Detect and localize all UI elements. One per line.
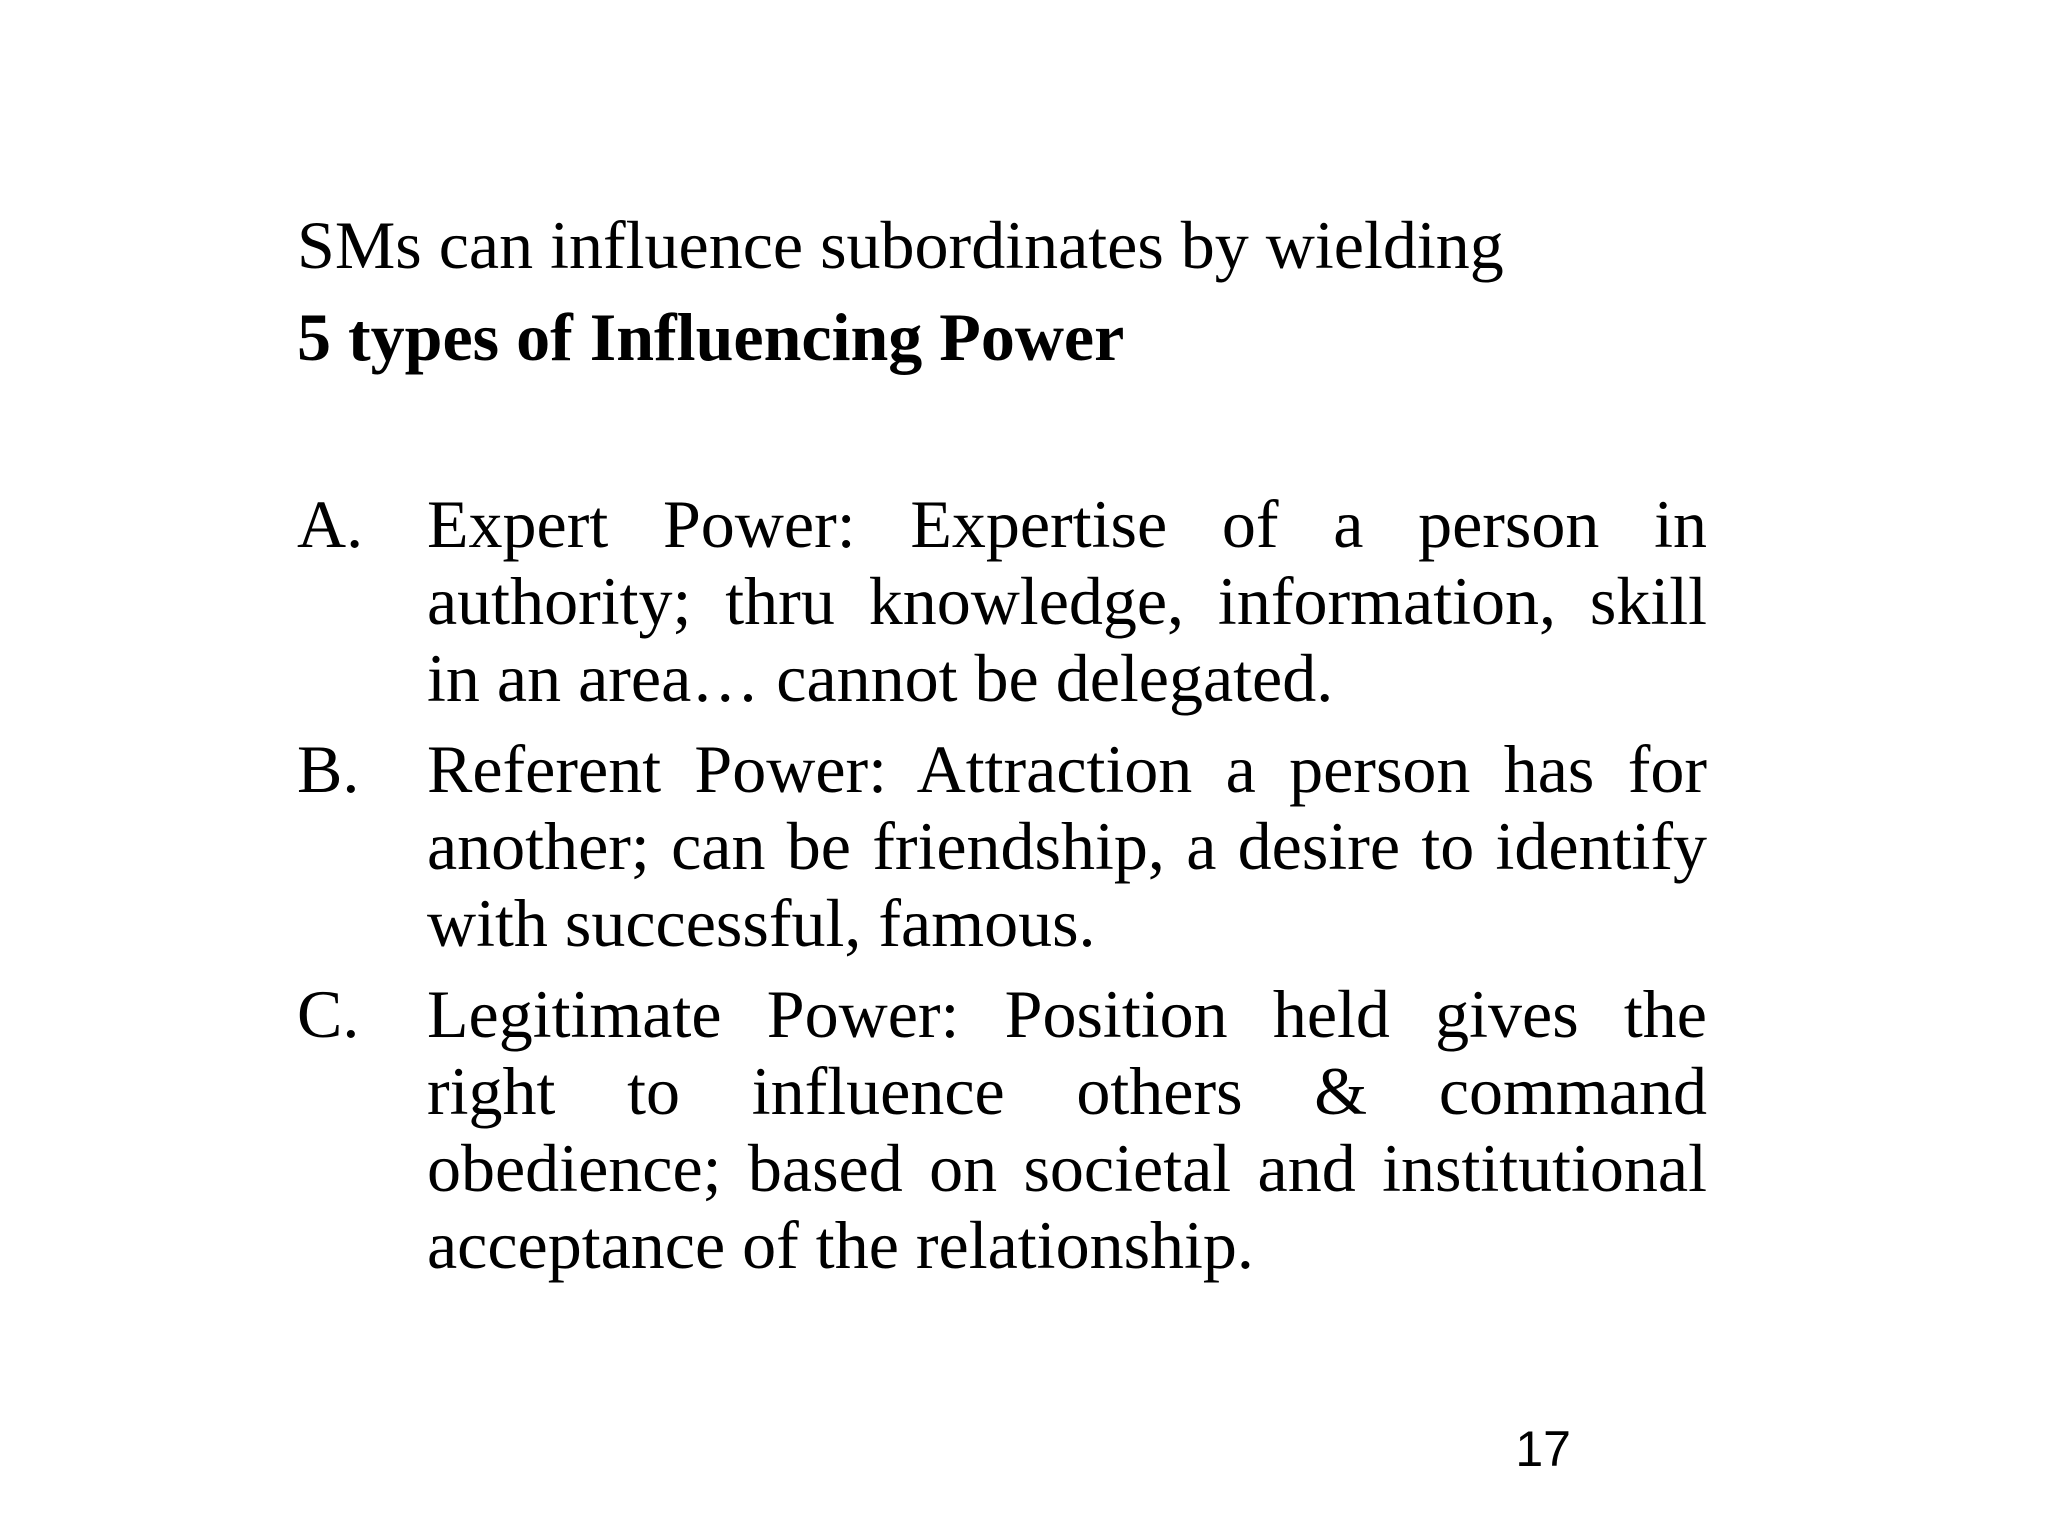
list-item-legitimate-power [297, 976, 1707, 1284]
page-number: 17 [1515, 1421, 1571, 1477]
list-marker: B. [297, 731, 360, 807]
list-item-text: Legitimate Power: Position held gives the right to influence others & command obedience; based on societal and institutional acceptance of the relationship. [427, 976, 1707, 1283]
list-item-expert-power [297, 486, 1707, 717]
slide-heading: 5 types of Influencing Power [297, 299, 1125, 375]
list-item-referent-power [297, 731, 1707, 962]
list-marker: C. [297, 976, 360, 1052]
slide-intro-block [297, 205, 1717, 377]
intro-text: SMs can influence subordinates by wielding [297, 207, 1504, 283]
list-item-text: Expert Power: Expertise of a person in authority; thru knowledge, information, skill in an area… cannot be delegated. [427, 486, 1707, 716]
list-marker: A. [297, 486, 364, 562]
list-item-text: Referent Power: Attraction a person has for another; can be friendship, a desire to identify with successful, famous. [427, 731, 1707, 961]
power-types-list [297, 486, 1707, 1298]
